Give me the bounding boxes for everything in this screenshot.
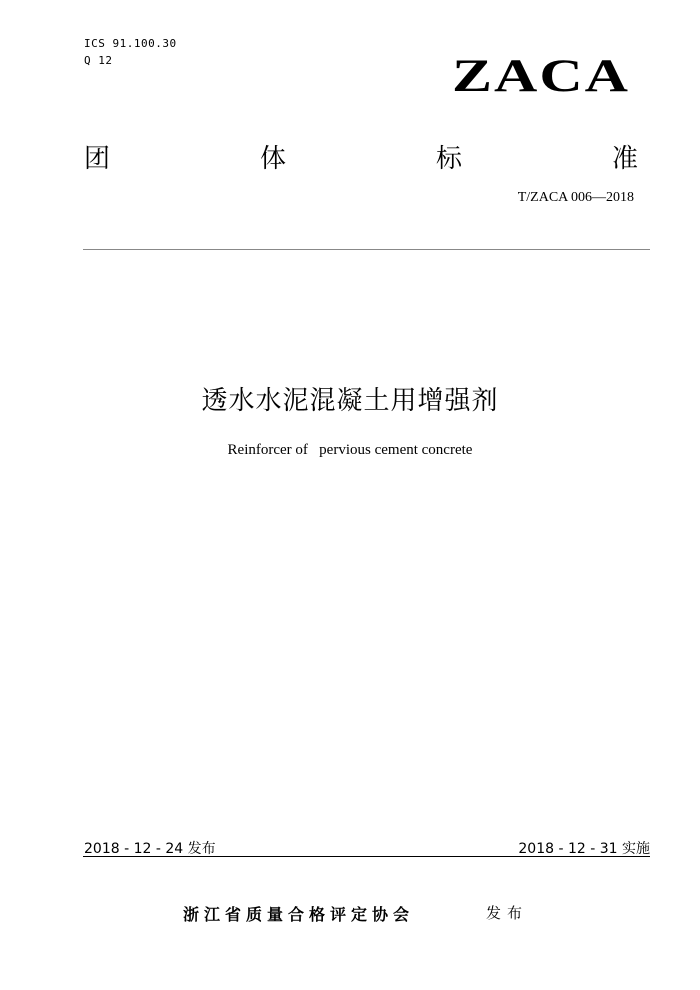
standard-type-char: 体 xyxy=(259,144,286,174)
zaca-logo: ZACA xyxy=(451,49,630,102)
publish-date: 2018 - 12 - 24 发布 xyxy=(84,841,216,857)
standard-type xyxy=(84,138,638,175)
document-title-english: Reinforcer of pervious cement concrete xyxy=(227,442,473,458)
standard-type-char: 准 xyxy=(611,144,638,174)
header-divider xyxy=(83,249,650,250)
issue-label: 发布 xyxy=(486,904,529,922)
issuing-organization: 浙江省质量合格评定协会 xyxy=(183,905,415,924)
document-title-chinese: 透水水泥混凝土用增强剂 xyxy=(201,386,499,416)
footer-divider xyxy=(83,856,650,857)
implement-date: 2018 - 12 - 31 实施 xyxy=(518,841,650,857)
standard-type-char: 团 xyxy=(84,144,111,174)
ics-code: ICS 91.100.30 xyxy=(84,37,177,50)
ccs-code: Q 12 xyxy=(84,54,113,67)
standard-type-char: 标 xyxy=(435,144,462,174)
standard-number: T/ZACA 006—2018 xyxy=(517,190,634,205)
